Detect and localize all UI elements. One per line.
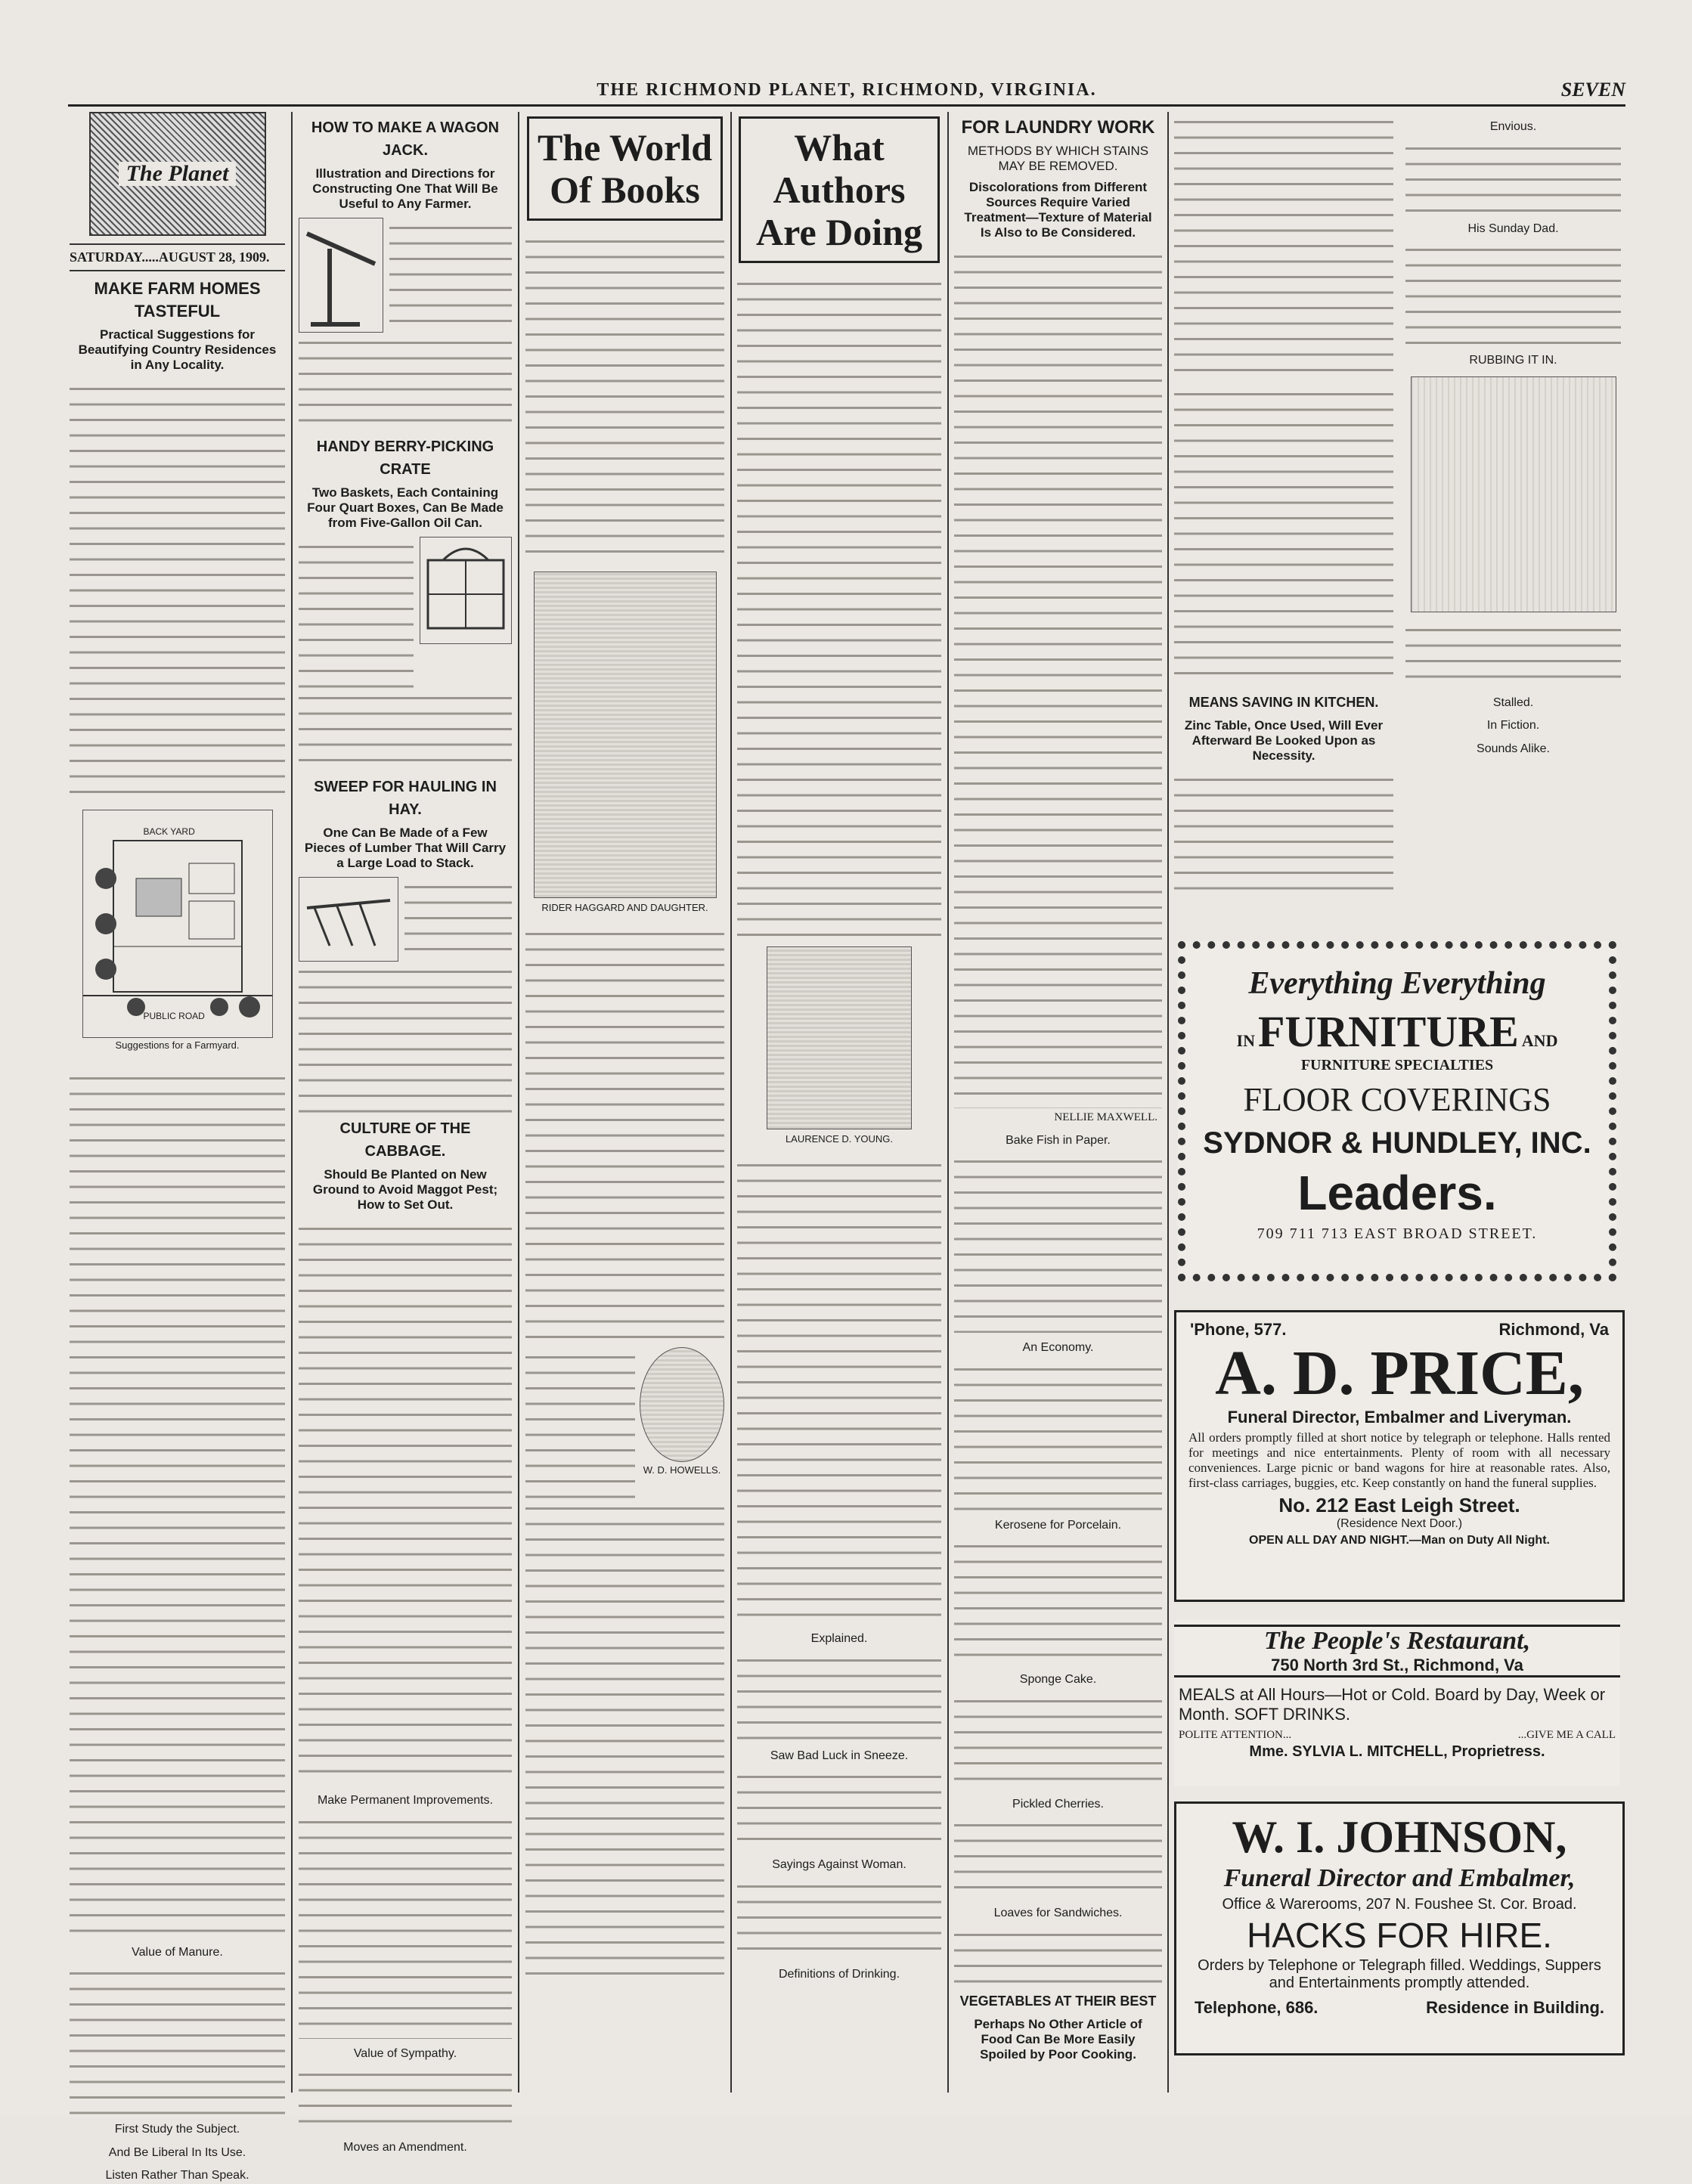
subhead-cherries: Pickled Cherries.: [1012, 1797, 1104, 1811]
subhead-laundry: METHODS BY WHICH STAINS MAY BE REMOVED.: [967, 144, 1149, 173]
figure-caption: Suggestions for a Farmyard.: [115, 1039, 240, 1051]
hay-sweep-illustration: [299, 877, 398, 962]
article-text: [389, 218, 512, 331]
ad-line: Everything Everything: [1248, 966, 1546, 1001]
ad-line: Richmond, Va: [1498, 1320, 1609, 1339]
column-rule: [1167, 112, 1169, 2093]
ad-line: Telephone, 686.: [1195, 1998, 1319, 2017]
ad-line: MEALS at All Hours—Hot or Cold. Board by Day, Week or Month. SOFT DRINKS.: [1179, 1685, 1606, 1724]
cartoon-title: RUBBING IT IN.: [1469, 354, 1557, 367]
article-text: [737, 1650, 941, 1741]
article-text: [525, 1498, 724, 1982]
farmyard-diagram: [82, 810, 273, 1051]
article-text: [299, 1219, 512, 1786]
subhead-amendment: Moves an Amendment.: [343, 2141, 467, 2154]
ad-line: POLITE ATTENTION...: [1179, 1729, 1292, 1741]
masthead-title: THE RICHMOND PLANET, RICHMOND, VIRGINIA.: [597, 80, 1097, 100]
subhead-farm-homes: Practical Suggestions for Beautifying Country Residences in Any Locality.: [78, 327, 277, 372]
article-text: [737, 1767, 941, 1850]
ad-restaurant: [1174, 1620, 1620, 1786]
article-text: [954, 1151, 1162, 1333]
photo-laurence-young: [767, 946, 912, 1145]
headline-farm-homes: MAKE FARM HOMES TASTEFUL: [94, 278, 261, 321]
article-text: [737, 1876, 941, 1959]
article-text: [954, 246, 1162, 1108]
ad-line: 709 711 713 EAST BROAD STREET.: [1257, 1225, 1538, 1242]
ad-line: W. I. JOHNSON,: [1232, 1812, 1567, 1862]
subhead-sympathy: Value of Sympathy.: [353, 2046, 457, 2060]
subhead-sponge-cake: Sponge Cake.: [1019, 1673, 1097, 1686]
ad-line: Office & Warerooms, 207 N. Foushee St. Cor. Broad.: [1222, 1896, 1577, 1913]
column-6: [1174, 112, 1624, 868]
subhead-fiction: In Fiction.: [1486, 719, 1540, 732]
headline-wagon-jack: HOW TO MAKE A WAGON JACK.: [311, 119, 500, 159]
article-text: [299, 688, 512, 771]
article-text: [299, 537, 414, 688]
subhead-cabbage: Should Be Planted on New Ground to Avoid Maggot Pest; How to Set Out.: [312, 1167, 498, 1212]
subhead-hay-sweep: One Can Be Made of a Few Pieces of Lumber That Will Carry a Large Load to Stack.: [304, 826, 507, 870]
subhead-manure: Value of Manure.: [132, 1945, 223, 1959]
subhead-fish: Bake Fish in Paper.: [1006, 1133, 1111, 1147]
article-text: [1405, 240, 1621, 345]
article-text: [525, 231, 724, 564]
subhead-woman: Sayings Against Woman.: [772, 1858, 906, 1871]
subhead-sounds-alike: Sounds Alike.: [1477, 742, 1550, 755]
article-text: [404, 877, 512, 960]
subhead-sunday-dad: His Sunday Dad.: [1467, 221, 1559, 235]
ad-line: SYDNOR & HUNDLEY, INC.: [1203, 1126, 1591, 1160]
column-3: [525, 112, 724, 2093]
ad-line: All orders promptly filled at short notice by telegraph or telephone. Halls rented for meetings and nice entertainments. Plenty of room with all necessary conveniences. Large picnic or band wagons for hire at reasonable rates. Also, first-class carriages, buggies, etc. Keep constantly on hand the funeral supplies.: [1188, 1430, 1610, 1490]
headline-vegetables: VEGETABLES AT THEIR BEST: [959, 1993, 1157, 2009]
ad-line: AND: [1521, 1031, 1558, 1050]
dateline: SATURDAY.....AUGUST 28, 1909.: [70, 243, 285, 271]
ad-furniture: [1178, 941, 1616, 1281]
ad-line: HACKS FOR HIRE.: [1247, 1916, 1552, 1955]
column-rule: [947, 112, 949, 2093]
ad-line: Mme. SYLVIA L. MITCHELL, Proprietress.: [1249, 1743, 1545, 1760]
subhead-economy: An Economy.: [1022, 1341, 1094, 1354]
ad-line: FURNITURE SPECIALTIES: [1300, 1057, 1494, 1073]
ad-line: FURNITURE: [1257, 1007, 1519, 1056]
headline-cabbage: CULTURE OF THE CABBAGE.: [339, 1120, 471, 1160]
world-of-books-title: The World Of Books: [527, 116, 723, 221]
subhead-envious: Envious.: [1489, 120, 1537, 133]
column-rule: [291, 112, 293, 2093]
ad-line: Orders by Telephone or Telegraph filled. Weddings, Suppers and Entertainments promptly attended.: [1198, 1957, 1601, 1991]
headline-laundry: FOR LAUNDRY WORK: [961, 117, 1155, 138]
ad-line: Residence in Building.: [1426, 1998, 1604, 2017]
planet-logo: The Planet: [89, 112, 266, 236]
article-text: [954, 1925, 1162, 1985]
article-text: [1174, 770, 1393, 891]
subhead-berry-crate: Two Baskets, Each Containing Four Quart Boxes, Can Be Made from Five-Gallon Oil Can.: [307, 485, 504, 530]
berry-crate-illustration: [420, 537, 512, 644]
photo-haggard-daughter: [534, 572, 717, 913]
article-text: [954, 1359, 1162, 1510]
ad-line: ...GIVE ME A CALL: [1517, 1729, 1616, 1741]
subhead-liberal: And Be Liberal In Its Use.: [108, 2145, 246, 2159]
subhead-stalled: Stalled.: [1492, 695, 1534, 709]
article-text: [737, 1155, 941, 1624]
headline-hay-sweep: SWEEP FOR HAULING IN HAY.: [314, 779, 497, 818]
ad-line: 750 North 3rd St., Richmond, Va: [1271, 1656, 1523, 1674]
article-text: [1405, 620, 1621, 688]
article-text: [70, 1963, 285, 2114]
ad-line: The People's Restaurant,: [1263, 1627, 1531, 1655]
subhead-sneeze: Saw Bad Luck in Sneeze.: [770, 1749, 909, 1762]
ad-line: Leaders.: [1297, 1166, 1497, 1220]
article-text: [70, 379, 285, 802]
subhead-listen: Listen Rather Than Speak.: [105, 2169, 249, 2182]
column-5: [954, 112, 1162, 2093]
column-4: [737, 112, 941, 2093]
article-text: [525, 924, 724, 1347]
photo-caption: W. D. HOWELLS.: [643, 1464, 721, 1476]
article-text: [1174, 384, 1393, 686]
photo-caption: RIDER HAGGARD AND DAUGHTER.: [541, 901, 708, 913]
column-1: [70, 112, 285, 2182]
article-text: [737, 274, 941, 939]
article-text: [954, 1691, 1162, 1789]
photo-howells: [640, 1347, 724, 1476]
article-text: [299, 2065, 512, 2133]
subhead-drinking: Definitions of Drinking.: [778, 1967, 900, 1981]
headline-kitchen: MEANS SAVING IN KITCHEN.: [1188, 695, 1379, 710]
article-text: [525, 1347, 635, 1498]
ad-line: Funeral Director, Embalmer and Liveryman.: [1227, 1408, 1572, 1427]
column-2: [299, 112, 512, 2154]
cartoon-illustration: [1411, 376, 1616, 612]
subhead-sandwiches: Loaves for Sandwiches.: [993, 1907, 1123, 1919]
ad-johnson: [1174, 1801, 1625, 2055]
ad-line: Funeral Director and Embalmer,: [1223, 1864, 1576, 1892]
ad-line: (Residence Next Door.): [1336, 1517, 1463, 1530]
diagram-label: BACK YARD: [143, 826, 195, 837]
article-text: [299, 333, 512, 431]
subhead-wagon-jack: Illustration and Directions for Constructing One That Will Be Useful to Any Farmer.: [312, 166, 498, 211]
ad-price: [1174, 1310, 1625, 1602]
subhead-laundry-2: Discolorations from Different Sources Require Varied Treatment—Texture of Material Is Also to Be Considered.: [964, 180, 1152, 240]
subhead-study: First Study the Subject.: [114, 2123, 240, 2136]
column-rule: [730, 112, 732, 2093]
headline-berry-crate: HANDY BERRY-PICKING CRATE: [316, 438, 494, 478]
column-rule: [518, 112, 519, 2093]
article-text: [299, 962, 512, 1113]
page-number: SEVEN: [1560, 79, 1625, 101]
ad-line: No. 212 East Leigh Street.: [1278, 1494, 1520, 1516]
what-authors-title: What Authors Are Doing: [739, 116, 940, 263]
article-text: [70, 1068, 285, 1938]
byline: NELLIE MAXWELL.: [1054, 1111, 1157, 1123]
ad-line: FLOOR COVERINGS: [1243, 1081, 1551, 1118]
photo-caption: LAURENCE D. YOUNG.: [785, 1132, 894, 1145]
article-text: [954, 1536, 1162, 1665]
article-text: [1174, 112, 1393, 384]
subhead-explained: Explained.: [810, 1632, 868, 1645]
ad-line: A. D. PRICE,: [1215, 1338, 1584, 1408]
masthead: [68, 79, 1625, 107]
wagon-jack-illustration: [299, 218, 383, 333]
subhead-kitchen: Zinc Table, Once Used, Will Ever Afterward Be Looked Upon as Necessity.: [1184, 718, 1384, 763]
ad-line: IN: [1236, 1031, 1255, 1050]
article-text: [1405, 138, 1621, 214]
ad-line: 'Phone, 577.: [1190, 1320, 1287, 1339]
subhead-vegetables: Perhaps No Other Article of Food Can Be More Easily Spoiled by Poor Cooking.: [974, 2016, 1142, 2062]
diagram-label: PUBLIC ROAD: [143, 1010, 205, 1021]
ad-line: OPEN ALL DAY AND NIGHT.—Man on Duty All Night.: [1249, 1534, 1550, 1547]
article-text: [954, 1815, 1162, 1898]
article-text: [299, 1812, 512, 2039]
subhead-kerosene: Kerosene for Porcelain.: [994, 1518, 1122, 1532]
subhead-improvements: Make Permanent Improvements.: [317, 1794, 494, 1807]
